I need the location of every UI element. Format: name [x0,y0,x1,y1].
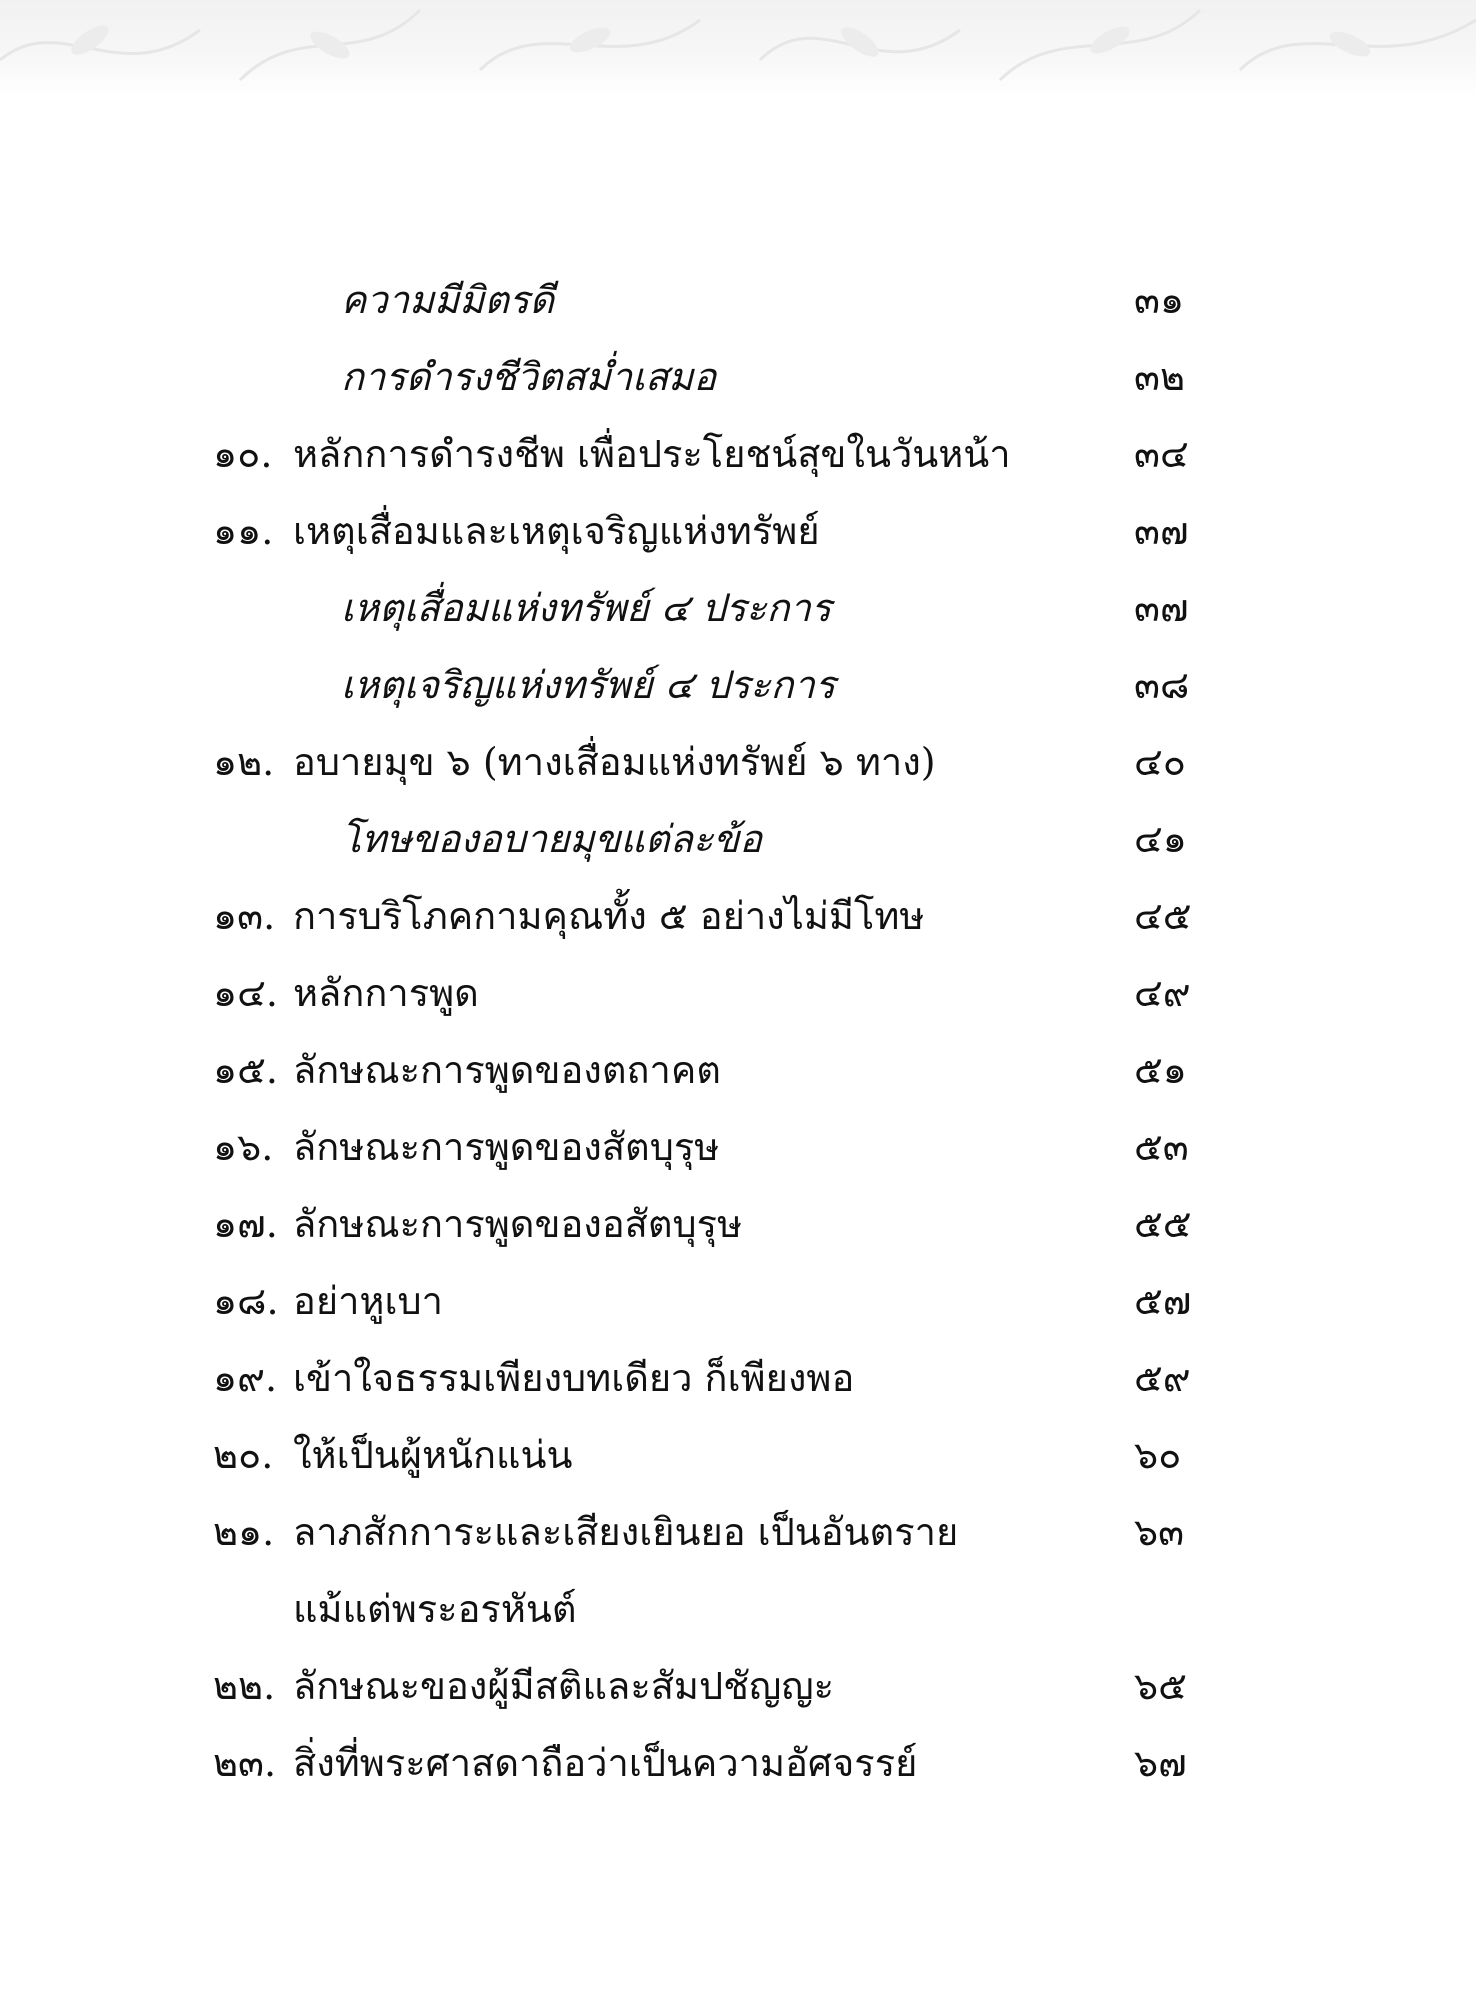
toc-entry-number: ๒๒. [213,1664,276,1708]
toc-entry-title: อย่าหูเบา [293,1279,443,1323]
toc-entry [213,955,1203,1032]
toc-entry-title: ลักษณะการพูดของอสัตบุรุษ [293,1202,743,1246]
toc-entry-title: การดำรงชีวิตสม่ำเสมอ [341,355,717,399]
toc-entry-number: ๒๑. [213,1510,275,1554]
toc-entry-number: ๑๓. [213,894,276,938]
toc-entry [213,493,1203,570]
toc-entry-page: ๖๗ [1134,1741,1187,1785]
toc-entry-number: ๒๐. [213,1433,274,1477]
toc-entry-page: ๓๒ [1134,355,1186,399]
toc-entry-page: ๔๙ [1134,971,1191,1015]
toc-entry [213,570,1203,647]
toc-entry [213,647,1203,724]
toc-entry [213,878,1203,955]
toc-entry-title: หลักการดำรงชีพ เพื่อประโยชน์สุขในวันหน้า [293,432,1011,476]
toc-entry-number: ๑๑. [213,509,274,553]
toc-entry-number: ๑๐. [213,432,273,476]
toc-entry-page: ๔๕ [1134,894,1192,938]
toc-entry [213,1494,1203,1571]
toc-entry-page: ๓๗ [1134,586,1189,630]
toc-entry-page: ๕๑ [1134,1048,1187,1092]
toc-entry-page: ๖๐ [1134,1433,1182,1477]
toc-entry-title: แม้แต่พระอรหันต์ [293,1587,577,1631]
toc-entry-number: ๑๖. [213,1125,274,1169]
toc-entry-number: ๑๘. [213,1279,279,1323]
toc-entry-page: ๓๑ [1134,278,1185,322]
toc-entry [213,416,1203,493]
toc-entry [213,1417,1203,1494]
table-of-contents [213,262,1203,1802]
toc-entry-title: ลักษณะของผู้มีสติและสัมปชัญญะ [293,1664,835,1708]
toc-entry-title: เหตุเสื่อมและเหตุเจริญแห่งทรัพย์ [293,509,820,553]
toc-entry-title: อบายมุข ๖ (ทางเสื่อมแห่งทรัพย์ ๖ ทาง) [293,740,936,784]
toc-entry [213,1109,1203,1186]
toc-entry-number: ๑๙. [213,1356,278,1400]
toc-entry-title: เหตุเสื่อมแห่งทรัพย์ ๔ ประการ [341,586,832,630]
toc-entry-page: ๖๕ [1134,1664,1187,1708]
toc-entry-title: การบริโภคกามคุณทั้ง ๕ อย่างไม่มีโทษ [293,894,925,938]
toc-entry-title: โทษของอบายมุขแต่ละข้อ [341,817,763,861]
toc-entry-number: ๑๕. [213,1048,278,1092]
toc-entry-page: ๓๘ [1134,663,1190,707]
toc-entry-page: ๓๗ [1134,509,1189,553]
toc-entry [213,339,1203,416]
toc-entry [213,1186,1203,1263]
toc-entry-page: ๓๔ [1134,432,1189,476]
toc-entry-page: ๔๐ [1134,740,1186,784]
toc-entry [213,1263,1203,1340]
toc-entry [213,1032,1203,1109]
toc-entry-title: ลักษณะการพูดของตถาคต [293,1048,721,1092]
leaf-pattern-icon [0,0,1476,100]
toc-entry-page: ๕๗ [1134,1279,1192,1323]
decorative-header-band [0,0,1476,100]
toc-entry-page: ๖๓ [1134,1510,1185,1554]
toc-entry [213,801,1203,878]
toc-entry-title: ลาภสักการะและเสียงเยินยอ เป็นอันตราย [293,1510,959,1554]
toc-entry-number: ๑๒. [213,740,275,784]
toc-entry-page: ๔๑ [1134,817,1187,861]
toc-entry-number: ๒๓. [213,1741,277,1785]
toc-entry [213,1340,1203,1417]
toc-entry [213,1571,1203,1648]
toc-entry-title: หลักการพูด [293,971,479,1015]
toc-entry [213,1725,1203,1802]
toc-entry-title: เหตุเจริญแห่งทรัพย์ ๔ ประการ [341,663,836,707]
toc-entry [213,1648,1203,1725]
toc-entry-page: ๕๕ [1134,1202,1192,1246]
toc-entry-title: ความมีมิตรดี [341,278,555,322]
toc-entry-title: ให้เป็นผู้หนักแน่น [293,1433,573,1477]
toc-entry [213,262,1203,339]
toc-entry-title: เข้าใจธรรมเพียงบทเดียว ก็เพียงพอ [293,1356,855,1400]
toc-entry [213,724,1203,801]
toc-entry-title: สิ่งที่พระศาสดาถือว่าเป็นความอัศจรรย์ [293,1741,918,1785]
toc-entry-page: ๕๙ [1134,1356,1191,1400]
toc-entry-number: ๑๔. [213,971,278,1015]
toc-entry-page: ๕๓ [1134,1125,1189,1169]
toc-entry-number: ๑๗. [213,1202,278,1246]
toc-entry-title: ลักษณะการพูดของสัตบุรุษ [293,1125,720,1169]
